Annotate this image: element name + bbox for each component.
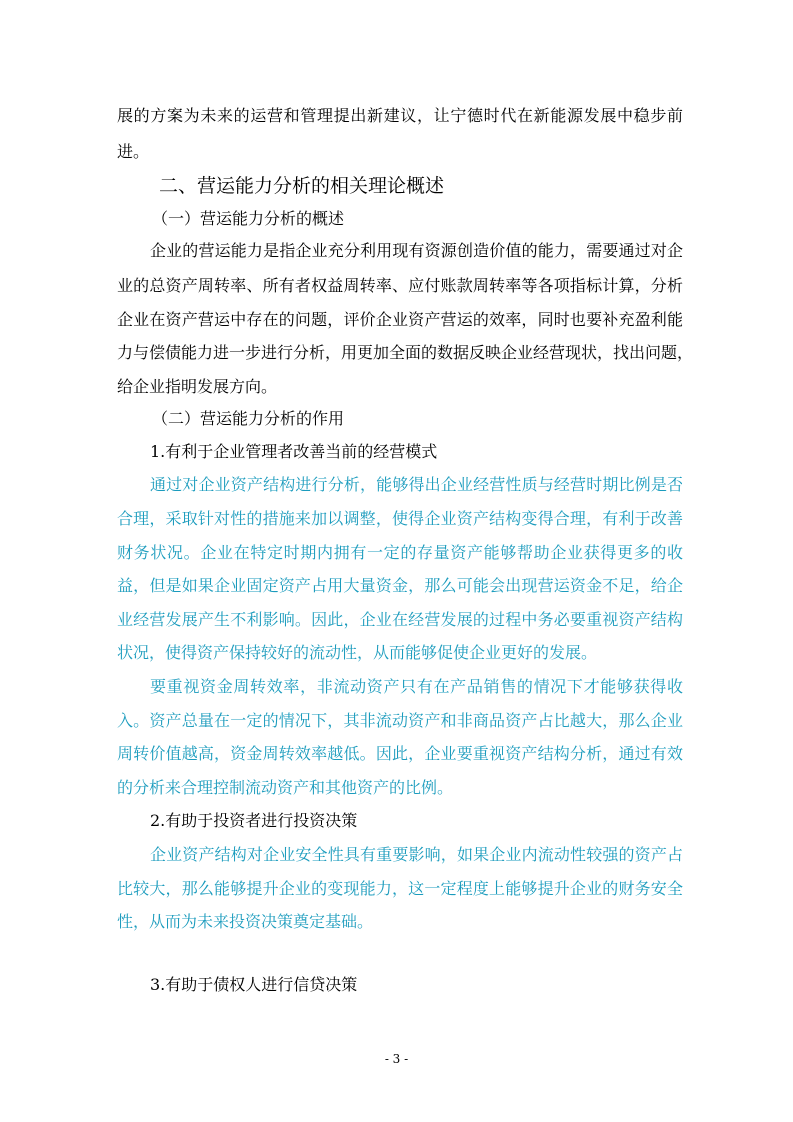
paragraph-line: 企业的营运能力是指企业充分利用现有资源创造价值的能力，需要通过对企 — [150, 241, 683, 260]
subsection-heading: （一）营运能力分析的概述 — [152, 209, 345, 228]
paragraph-line: 周转价值越高，资金周转效率越低。因此，企业要重视资产结构分析，通过有效 — [117, 744, 683, 763]
paragraph-line: 状况，使得资产保持较好的流动性，从而能够促使企业更好的发展。 — [117, 643, 598, 662]
numbered-subheading: 2.有助于投资者进行投资决策 — [150, 811, 358, 830]
paragraph-line: 的分析来合理控制流动资产和其他资产的比例。 — [117, 778, 454, 797]
numbered-subheading: 1.有利于企业管理者改善当前的经营模式 — [150, 442, 438, 461]
numbered-subheading: 3.有助于债权人进行信贷决策 — [150, 975, 358, 994]
paragraph-line: 比较大，那么能够提升企业的变现能力，这一定程度上能够提升企业的财务安全 — [117, 879, 683, 898]
paragraph-line: 企业资产结构对企业安全性具有重要影响，如果企业内流动性较强的资产占 — [150, 845, 683, 864]
paragraph-line: 业的总资产周转率、所有者权益周转率、应付账款周转率等各项指标计算，分析 — [117, 276, 683, 295]
paragraph-line: 给企业指明发展方向。 — [117, 377, 278, 396]
paragraph-line: 性，从而为未来投资决策奠定基础。 — [117, 912, 374, 931]
paragraph-line: 展的方案为未来的运营和管理提出新建议，让宁德时代在新能源发展中稳步前 — [117, 106, 683, 125]
paragraph-line: 财务状况。企业在特定时期内拥有一定的存量资产能够帮助企业获得更多的收 — [117, 543, 683, 562]
page-number: - 3 - — [384, 1052, 409, 1066]
paragraph-line: 进。 — [117, 142, 150, 161]
paragraph-line: 入。资产总量在一定的情况下，其非流动资产和非商品资产占比越大，那么企业 — [117, 711, 683, 730]
section-heading: 二、营运能力分析的相关理论概述 — [159, 175, 445, 197]
paragraph-line: 合理，采取针对性的措施来加以调整，使得企业资产结构变得合理，有利于改善 — [117, 509, 683, 528]
paragraph-line: 力与偿债能力进一步进行分析，用更加全面的数据反映企业经营现状，找出问题， — [117, 343, 694, 362]
paragraph-line: 企业在资产营运中存在的问题，评价企业资产营运的效率，同时也要补充盈利能 — [117, 310, 683, 329]
paragraph-line: 通过对企业资产结构进行分析，能够得出企业经营性质与经营时期比例是否 — [150, 475, 683, 494]
paragraph-line: 业经营发展产生不利影响。因此，企业在经营发展的过程中务必要重视资产结构 — [117, 610, 683, 629]
paragraph-line: 要重视资金周转效率，非流动资产只有在产品销售的情况下才能够获得收 — [150, 677, 683, 696]
paragraph-line: 益，但是如果企业固定资产占用大量资金，那么可能会出现营运资金不足，给企 — [117, 576, 683, 595]
subsection-heading: （二）营运能力分析的作用 — [152, 409, 345, 428]
